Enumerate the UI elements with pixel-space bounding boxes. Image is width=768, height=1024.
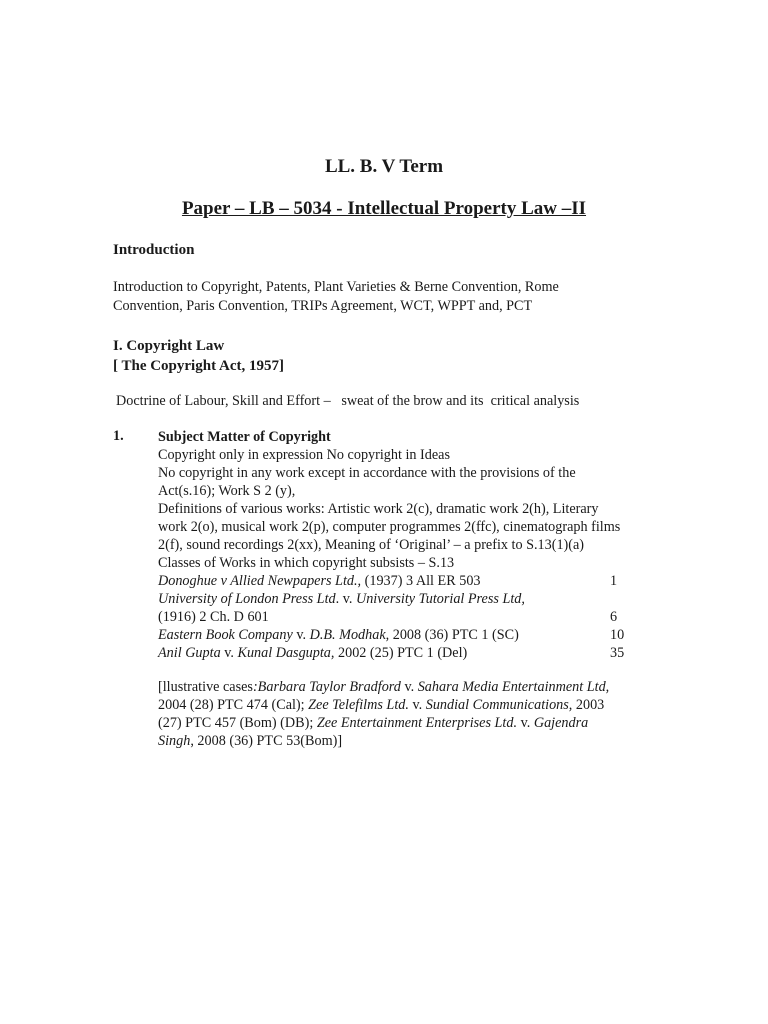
case-citation: 2003 xyxy=(572,697,605,713)
section-line: No copyright in any work except in accordance with the provisions of the xyxy=(158,465,576,481)
copyright-act-subheading: [ The Copyright Act, 1957] xyxy=(113,358,284,374)
case-row xyxy=(158,608,658,626)
case-name: D.B. Modhak, xyxy=(309,627,390,643)
course-term-title: LL. B. V Term xyxy=(324,156,444,177)
case-name: University of London Press Ltd xyxy=(158,591,336,607)
case-name: Zee Entertainment Enterprises Ltd. xyxy=(316,715,518,731)
case-row xyxy=(158,590,658,608)
case-citation: (1937) 3 All ER 503 xyxy=(361,573,481,589)
case-versus: v. xyxy=(400,679,418,695)
case-citation: (1916) 2 Ch. D 601 xyxy=(158,609,269,625)
case-versus: v. xyxy=(220,645,238,661)
introduction-heading: Introduction xyxy=(113,242,195,258)
illustrative-text: [llustrative cases xyxy=(158,679,253,695)
case-name: Gajendra xyxy=(533,715,589,731)
case-name: Kunal Dasgupta, xyxy=(237,645,335,661)
case-name: University Tutorial Press Ltd, xyxy=(355,591,525,607)
doctrine-text: Doctrine of Labour, Skill and Effort – sweat of the brow and its critical analysis xyxy=(116,393,580,409)
section-line: Classes of Works in which copyright subsists – S.13 xyxy=(158,555,455,571)
case-name: Donoghue v Allied Newpapers Ltd., xyxy=(158,573,362,589)
section-line: Act(s.16); Work S 2 (y), xyxy=(158,483,296,499)
case-row xyxy=(158,644,658,662)
case-versus: v. xyxy=(408,697,426,713)
case-name: Anil Gupta xyxy=(158,645,221,661)
case-page-number: 35 xyxy=(610,645,625,661)
case-versus: . v. xyxy=(335,591,356,607)
paper-title: Paper – LB – 5034 - Intellectual Property Law –II xyxy=(181,198,587,219)
case-name: Sundial Communications, xyxy=(425,697,573,713)
section-heading: Subject Matter of Copyright xyxy=(158,429,331,445)
section-line: Copyright only in expression No copyright in Ideas xyxy=(158,447,450,463)
case-citation: (27) PTC 457 (Bom) (DB); xyxy=(158,715,317,731)
case-name: Eastern Book Company xyxy=(158,627,293,643)
case-name: :Barbara Taylor Bradford xyxy=(252,679,401,695)
introduction-text xyxy=(113,278,673,316)
introduction-text-line-1: Introduction to Copyright, Patents, Plant Varieties & Berne Convention, Rome xyxy=(113,279,559,295)
section-line: work 2(o), musical work 2(p), computer programmes 2(ffc), cinematograph films xyxy=(158,519,621,535)
section-line: Definitions of various works: Artistic work 2(c), dramatic work 2(h), Literary xyxy=(158,501,599,517)
case-page-number: 1 xyxy=(610,573,618,589)
case-name: Sahara Media Entertainment Ltd, xyxy=(417,679,610,695)
case-versus: v. xyxy=(292,627,310,643)
illustrative-cases xyxy=(158,678,663,750)
case-citation: 2008 (36) PTC 1 (SC) xyxy=(389,627,519,643)
copyright-law-heading: I. Copyright Law xyxy=(113,338,225,354)
case-name: Zee Telefilms Ltd. xyxy=(308,697,409,713)
copyright-law-heading-block xyxy=(113,336,284,376)
case-name: Singh xyxy=(158,733,191,749)
case-citation: , 2008 (36) PTC 53(Bom)] xyxy=(190,733,343,749)
section-line: 2(f), sound recordings 2(xx), Meaning of ‘Original’ – a prefix to S.13(1)(a) xyxy=(158,537,585,553)
section-1-body xyxy=(158,428,658,662)
case-row xyxy=(158,572,658,590)
case-citation: 2004 (28) PTC 474 (Cal); xyxy=(158,697,309,713)
case-versus: v. xyxy=(517,715,534,731)
case-page-number: 6 xyxy=(610,609,618,625)
case-row xyxy=(158,626,658,644)
case-page-number: 10 xyxy=(610,627,625,643)
section-number: 1. xyxy=(113,428,124,444)
case-citation: 2002 (25) PTC 1 (Del) xyxy=(334,645,468,661)
introduction-text-line-2: Convention, Paris Convention, TRIPs Agreement, WCT, WPPT and, PCT xyxy=(113,298,533,314)
